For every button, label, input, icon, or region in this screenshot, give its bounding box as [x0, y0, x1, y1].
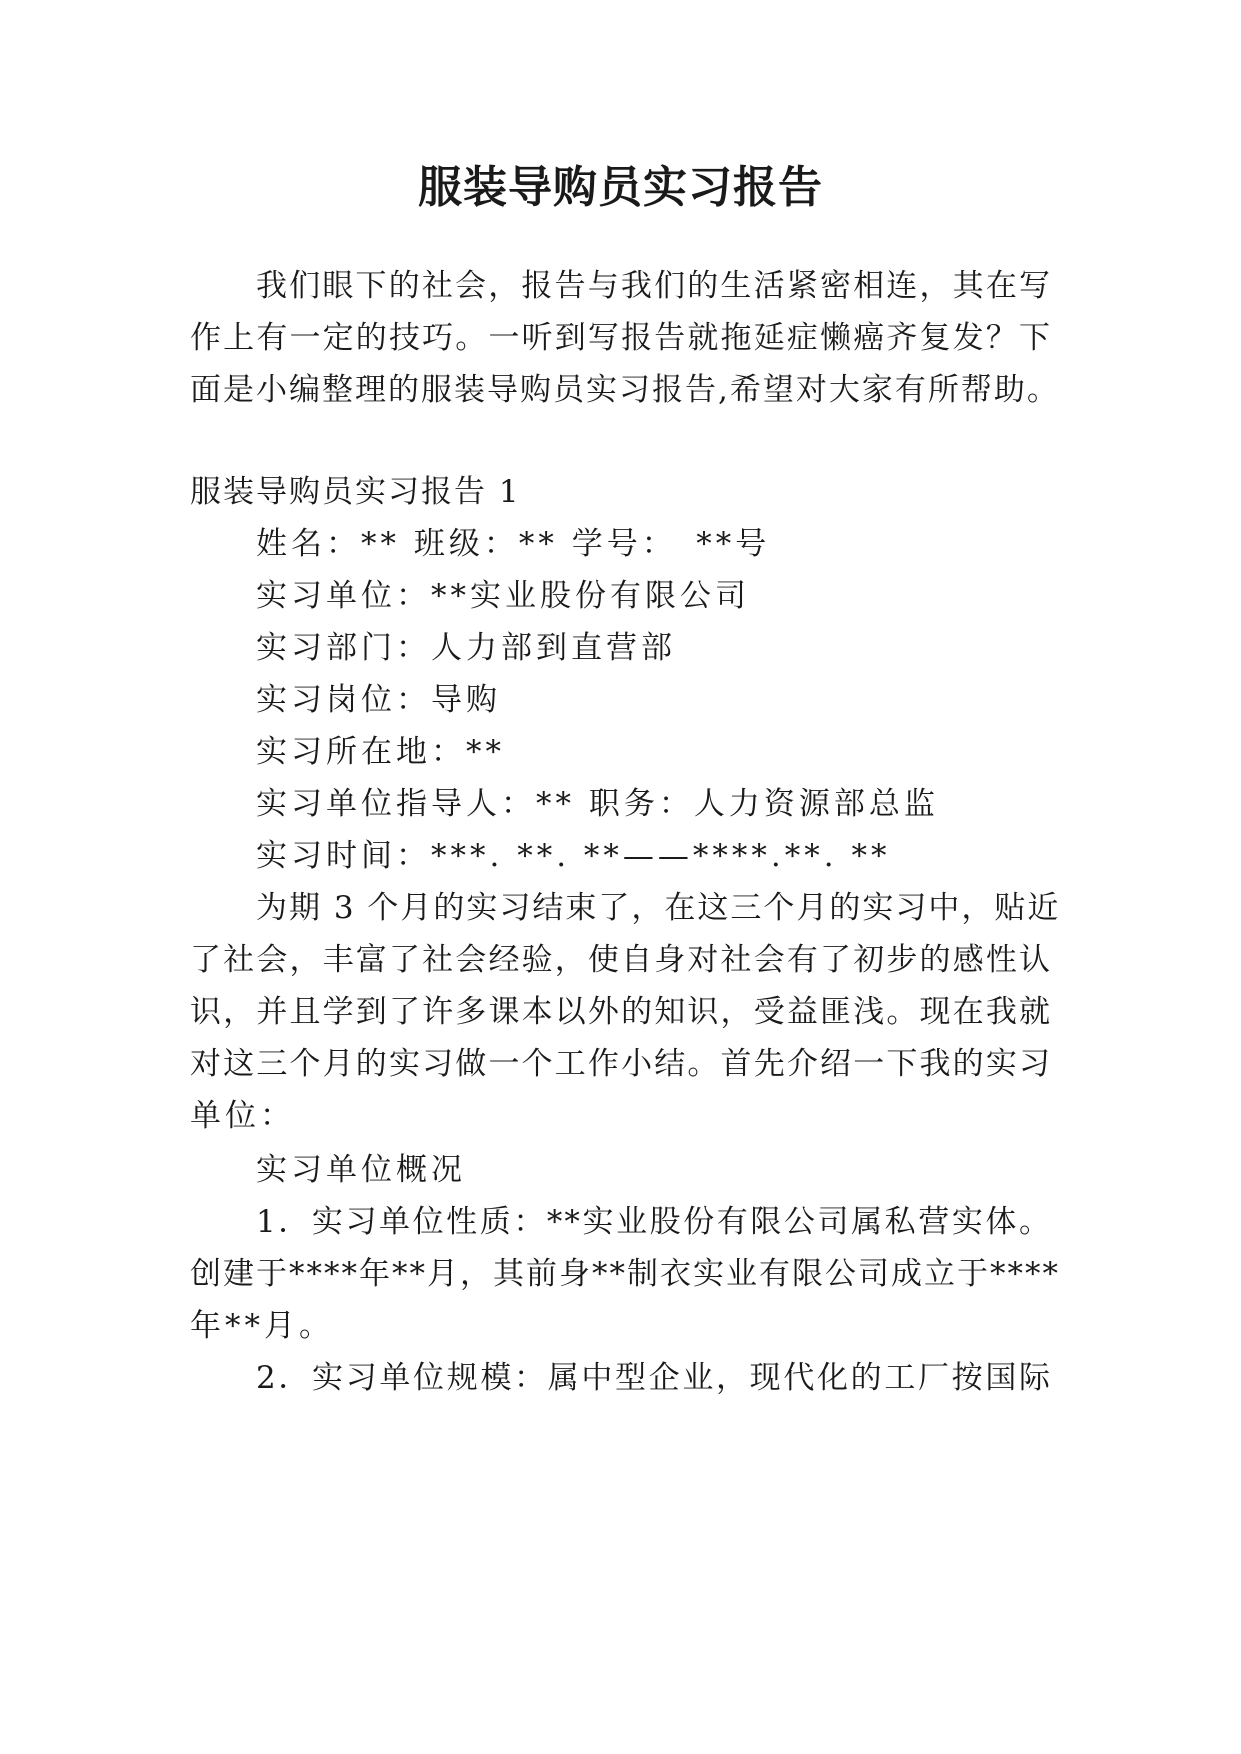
info-line-supervisor: 实习单位指导人：** 职务：人力资源部总监 — [256, 786, 939, 822]
summary-line-1: 为期 3 个月的实习结束了，在这三个月的实习中，贴近 — [256, 890, 1061, 926]
info-line-unit: 实习单位：**实业股份有限公司 — [256, 578, 750, 614]
summary-line-5: 单位： — [190, 1098, 295, 1134]
overview-heading: 实习单位概况 — [256, 1152, 466, 1188]
intro-line-3: 面是小编整理的服装导购员实习报告,希望对大家有所帮助。 — [190, 372, 1060, 408]
item2-line-1: 2．实习单位规模：属中型企业，现代化的工厂按国际 — [256, 1360, 1052, 1396]
summary-line-2: 了社会，丰富了社会经验，使自身对社会有了初步的感性认 — [190, 942, 1052, 978]
info-line-department: 实习部门：人力部到直营部 — [256, 630, 676, 666]
summary-line-3: 识，并且学到了许多课本以外的知识，受益匪浅。现在我就 — [190, 994, 1052, 1030]
info-line-position: 实习岗位：导购 — [256, 682, 501, 718]
info-line-period: 实习时间：***. **. **——****.**. ** — [256, 838, 891, 874]
section-heading: 服装导购员实习报告 1 — [190, 474, 521, 510]
info-line-location: 实习所在地：** — [256, 734, 505, 770]
document-title: 服装导购员实习报告 — [418, 162, 823, 213]
summary-line-4: 对这三个月的实习做一个工作小结。首先介绍一下我的实习 — [190, 1046, 1052, 1082]
info-line-name: 姓名：** 班级：** 学号： **号 — [256, 526, 771, 562]
item1-line-1: 1．实习单位性质：**实业股份有限公司属私营实体。 — [256, 1204, 1052, 1240]
item1-line-2: 创建于****年**月，其前身**制衣实业有限公司成立于**** — [190, 1256, 1060, 1292]
item1-line-3: 年**月。 — [190, 1308, 334, 1344]
intro-line-2: 作上有一定的技巧。一听到写报告就拖延症懒癌齐复发？下 — [190, 320, 1052, 356]
intro-line-1: 我们眼下的社会，报告与我们的生活紧密相连，其在写 — [256, 268, 1052, 304]
